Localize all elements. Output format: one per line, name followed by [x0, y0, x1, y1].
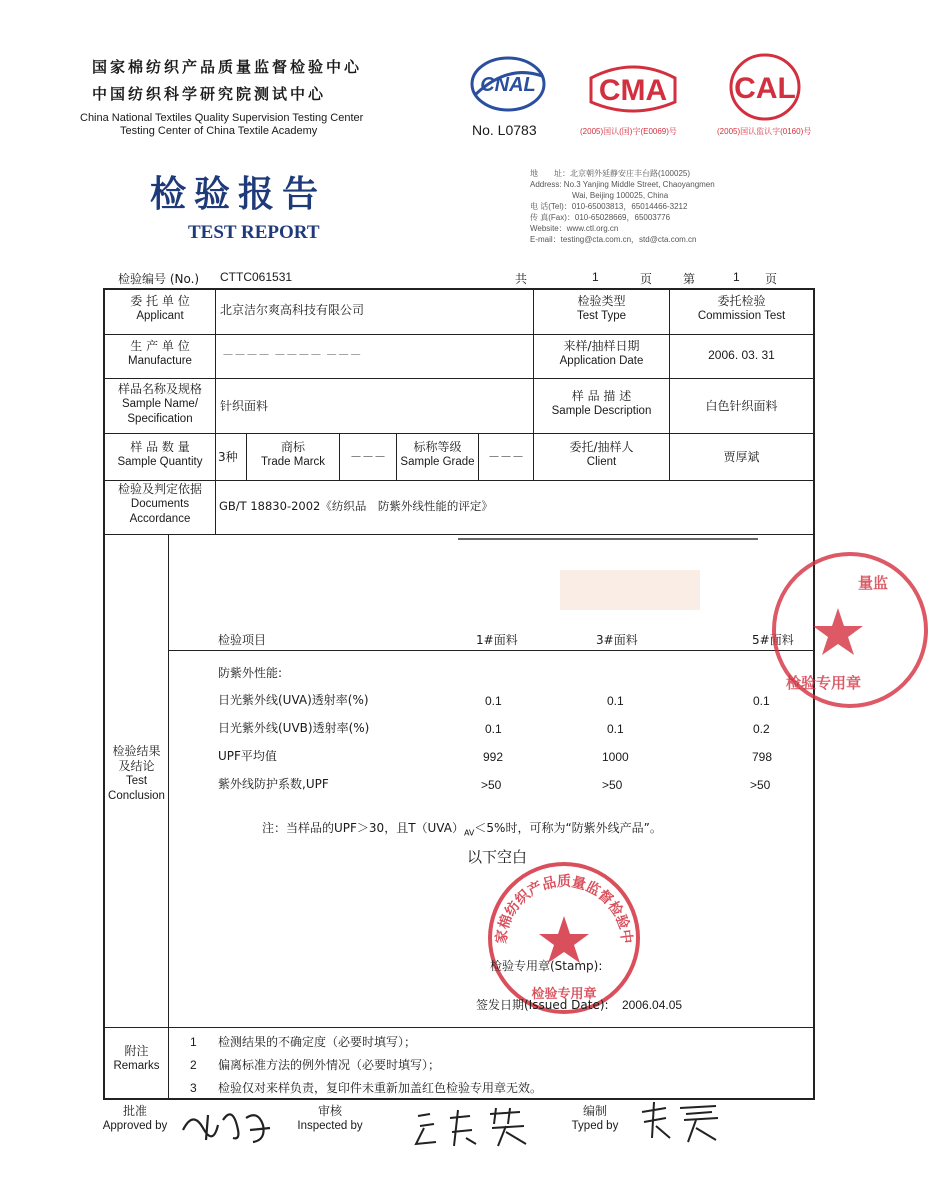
typed-by-label [560, 1104, 630, 1134]
cnal-logo-text: CNAL [480, 74, 536, 96]
address-line: Wai, Beijing 100025, China [572, 191, 669, 200]
remark-text: 检验仅对来样负责，复印件未重新加盖红色检验专用章无效。 [218, 1081, 543, 1095]
cnal-logo [466, 54, 550, 118]
client-label-en: Client [586, 456, 617, 468]
result-row-v2: 0.1 [607, 694, 624, 708]
conclusion-label-cn2: 及结论 [118, 759, 155, 773]
approved-by-label-en: Approved by [102, 1120, 168, 1132]
documents-label-en2: Accordance [129, 513, 191, 525]
total-pages-unit: 页 [640, 272, 653, 286]
client-label-cn: 委托/抽样人 [569, 440, 634, 454]
client-label [534, 440, 669, 470]
test-type-value-cn: 委托检验 [717, 294, 766, 308]
trademark-label [247, 440, 339, 470]
sample-qty-label-en: Sample Quantity [117, 456, 203, 468]
report-no-value: CTTC061531 [220, 270, 293, 284]
page-index-label: 第 [683, 272, 696, 286]
documents-label-cn: 检验及判定依据 [117, 482, 202, 496]
copy-artifact-smudge [560, 570, 700, 610]
org-name-cn-2: 中国纺织科学研究院测试中心 [92, 85, 327, 103]
phone-line: 电 话(Tel)：010-65003813，65014466-3212 [530, 202, 688, 211]
grade-label-en: Sample Grade [400, 456, 475, 468]
conclusion-label-cn1: 检验结果 [112, 744, 161, 758]
result-row-v3: >50 [750, 778, 771, 792]
test-type-label-en: Test Type [576, 310, 626, 322]
trademark-label-en: Trade Marck [260, 456, 326, 468]
applicant-value: 北京洁尔爽高科技有限公司 [220, 303, 365, 317]
section-uv-protection: 防紫外性能: [218, 666, 283, 680]
trademark-value: －－－ [349, 450, 386, 464]
result-row-v1: >50 [481, 778, 502, 792]
remark-number: 2 [190, 1058, 197, 1072]
result-row-v1: 992 [483, 750, 504, 764]
typed-signature [636, 1098, 726, 1150]
result-row-v3: 0.1 [753, 694, 770, 708]
remark-text: 检测结果的不确定度（必要时填写）； [218, 1035, 417, 1049]
documents-label-en1: Documents [130, 498, 190, 510]
conclusion-note [262, 821, 662, 840]
inspected-signature [410, 1104, 540, 1154]
applicant-label [105, 294, 215, 324]
test-type-label-cn: 检验类型 [577, 294, 626, 308]
sample-qty-label [105, 440, 215, 470]
total-pages-label: 共 [515, 272, 528, 286]
approved-by-label [100, 1104, 170, 1134]
typed-by-label-cn: 编制 [582, 1104, 607, 1118]
side-stamp-bottom-text: 检验专用章 [786, 674, 862, 692]
fax-line: 传 真(Fax)：010-65028669，65003776 [530, 213, 671, 222]
result-row-item: 紫外线防护系数,UPF [218, 777, 329, 791]
org-name-en-1: China National Textiles Quality Supervision Testing Center [80, 112, 364, 124]
inspected-by-label [290, 1104, 370, 1134]
issued-date-value: 2006.04.05 [622, 998, 683, 1012]
test-type-label [534, 294, 669, 324]
sample-qty-label-cn: 样 品 数 量 [130, 440, 190, 454]
inspection-stamp [484, 858, 644, 1018]
sample-name-label [105, 382, 215, 427]
issued-date-label: 签发日期(Issued Date): [476, 998, 609, 1012]
stamp-bottom-text: 检验专用章 [531, 987, 597, 1002]
inspected-by-label-en: Inspected by [297, 1120, 363, 1132]
stamp-arc-text: 家棉纺织产品质量监督检验中 [493, 874, 635, 945]
side-stamp [750, 548, 889, 708]
approved-signature [178, 1100, 278, 1154]
sample-desc-label-en: Sample Description [551, 405, 652, 417]
page-index-unit: 页 [765, 272, 778, 286]
sample-desc-label [534, 389, 669, 419]
inspected-by-label-cn: 审核 [317, 1104, 342, 1118]
total-pages: 1 [592, 270, 599, 284]
conclusion-label-en2: Conclusion [108, 790, 165, 802]
remarks-label-cn: 附注 [124, 1044, 149, 1058]
result-row-v1: 0.1 [485, 722, 502, 736]
stamp-label: 检验专用章(Stamp): [490, 959, 603, 973]
col-header-sample5: 5#面料 [752, 633, 794, 647]
report-no-label: 检验编号 (No.) [118, 272, 200, 286]
app-date-label [534, 339, 669, 369]
cnal-number: No. L0783 [472, 122, 537, 138]
result-row-item: 日光紫外线(UVA)透射率(%) [218, 693, 369, 707]
grade-label [397, 440, 478, 470]
note-tail: ＜5%时，可称为“防紫外线产品”。 [474, 821, 662, 835]
grade-value: －－－ [487, 450, 524, 464]
grade-label-cn: 标称等级 [413, 440, 462, 454]
col-header-sample3: 3#面料 [596, 633, 638, 647]
result-row-v2: >50 [602, 778, 623, 792]
trademark-label-cn: 商标 [280, 440, 305, 454]
sample-name-label-en1: Sample Name/ [121, 398, 199, 410]
result-row-v3: 798 [752, 750, 773, 764]
side-stamp-text: 量监 [858, 574, 889, 592]
sample-name-label-cn: 样品名称及规格 [117, 382, 202, 396]
sample-qty-value: 3种 [218, 450, 238, 464]
result-row-item: UPF平均值 [218, 749, 277, 763]
remarks-label-en: Remarks [113, 1060, 160, 1072]
manufacture-label-en: Manufacture [128, 355, 192, 367]
conclusion-label [105, 744, 168, 804]
sample-desc-value: 白色针织面料 [705, 399, 778, 413]
cal-logo-text: CAL [734, 72, 796, 105]
remark-number: 1 [190, 1035, 197, 1049]
page-index: 1 [733, 270, 740, 284]
blank-below-notice: 以下空白 [467, 848, 528, 866]
applicant-label-en: Applicant [136, 310, 184, 322]
manufacture-label-cn: 生 产 单 位 [130, 339, 190, 353]
cma-caption: (2005)国认(国)字(E0069)号 [580, 127, 677, 136]
address-line: 地 址：北京朝外延静安庄丰台路(100025) [530, 169, 691, 178]
report-title-en: TEST REPORT [188, 222, 320, 243]
cma-logo-text: CMA [598, 74, 668, 107]
copy-artifact-line [458, 538, 758, 540]
website-line: Website：www.ctl.org.cn [530, 224, 619, 233]
conclusion-label-en1: Test [125, 775, 148, 787]
note-text: 注：当样品的UPF＞30，且T（UVA） [262, 821, 464, 835]
result-row-v2: 0.1 [607, 722, 624, 736]
result-row-v2: 1000 [602, 750, 629, 764]
manufacture-value: －－－－ －－－－ －－－ [222, 348, 362, 362]
manufacture-label [105, 339, 215, 369]
typed-by-label-en: Typed by [571, 1120, 619, 1132]
cal-caption: (2005)国认监认字(0160)号 [717, 127, 812, 136]
app-date-label-en: Application Date [559, 355, 644, 367]
sample-desc-label-cn: 样 品 描 述 [571, 389, 632, 403]
email-line: E-mail：testing@cta.com.cn，std@cta.com.cn [530, 235, 697, 244]
approved-by-label-cn: 批准 [122, 1104, 147, 1118]
result-row-v1: 0.1 [485, 694, 502, 708]
remarks-label [105, 1044, 168, 1074]
app-date-value: 2006. 03. 31 [708, 348, 775, 362]
cma-logo [585, 60, 681, 116]
result-row-item: 日光紫外线(UVB)透射率(%) [218, 721, 370, 735]
documents-value: GB/T 18830-2002《纺织品 防紫外线性能的评定》 [219, 499, 493, 513]
sample-name-value: 针织面料 [220, 399, 269, 413]
test-type-value-en: Commission Test [697, 310, 786, 322]
col-header-sample1: 1#面料 [476, 633, 518, 647]
app-date-label-cn: 来样/抽样日期 [563, 339, 640, 353]
test-type-value [670, 294, 813, 324]
documents-label [105, 482, 215, 527]
remark-number: 3 [190, 1081, 197, 1095]
address-line: Address: No.3 Yanjing Middle Street, Chaoyangmen [530, 180, 715, 189]
client-value: 贾厚斌 [723, 450, 760, 464]
col-header-item: 检验项目 [218, 633, 267, 647]
remark-text: 偏离标准方法的例外情况（必要时填写）； [218, 1058, 441, 1072]
address-block [530, 168, 830, 245]
result-row-v3: 0.2 [753, 722, 770, 736]
org-name-cn-1: 国家棉纺织产品质量监督检验中心 [92, 58, 363, 76]
org-name-en-2: Testing Center of China Textile Academy [120, 125, 318, 137]
cal-logo [726, 50, 804, 124]
sample-name-label-en2: Specification [127, 413, 193, 425]
report-title-cn: 检验报告 [150, 173, 327, 215]
applicant-label-cn: 委 托 单 位 [130, 294, 190, 308]
note-subscript: AV [463, 828, 475, 838]
